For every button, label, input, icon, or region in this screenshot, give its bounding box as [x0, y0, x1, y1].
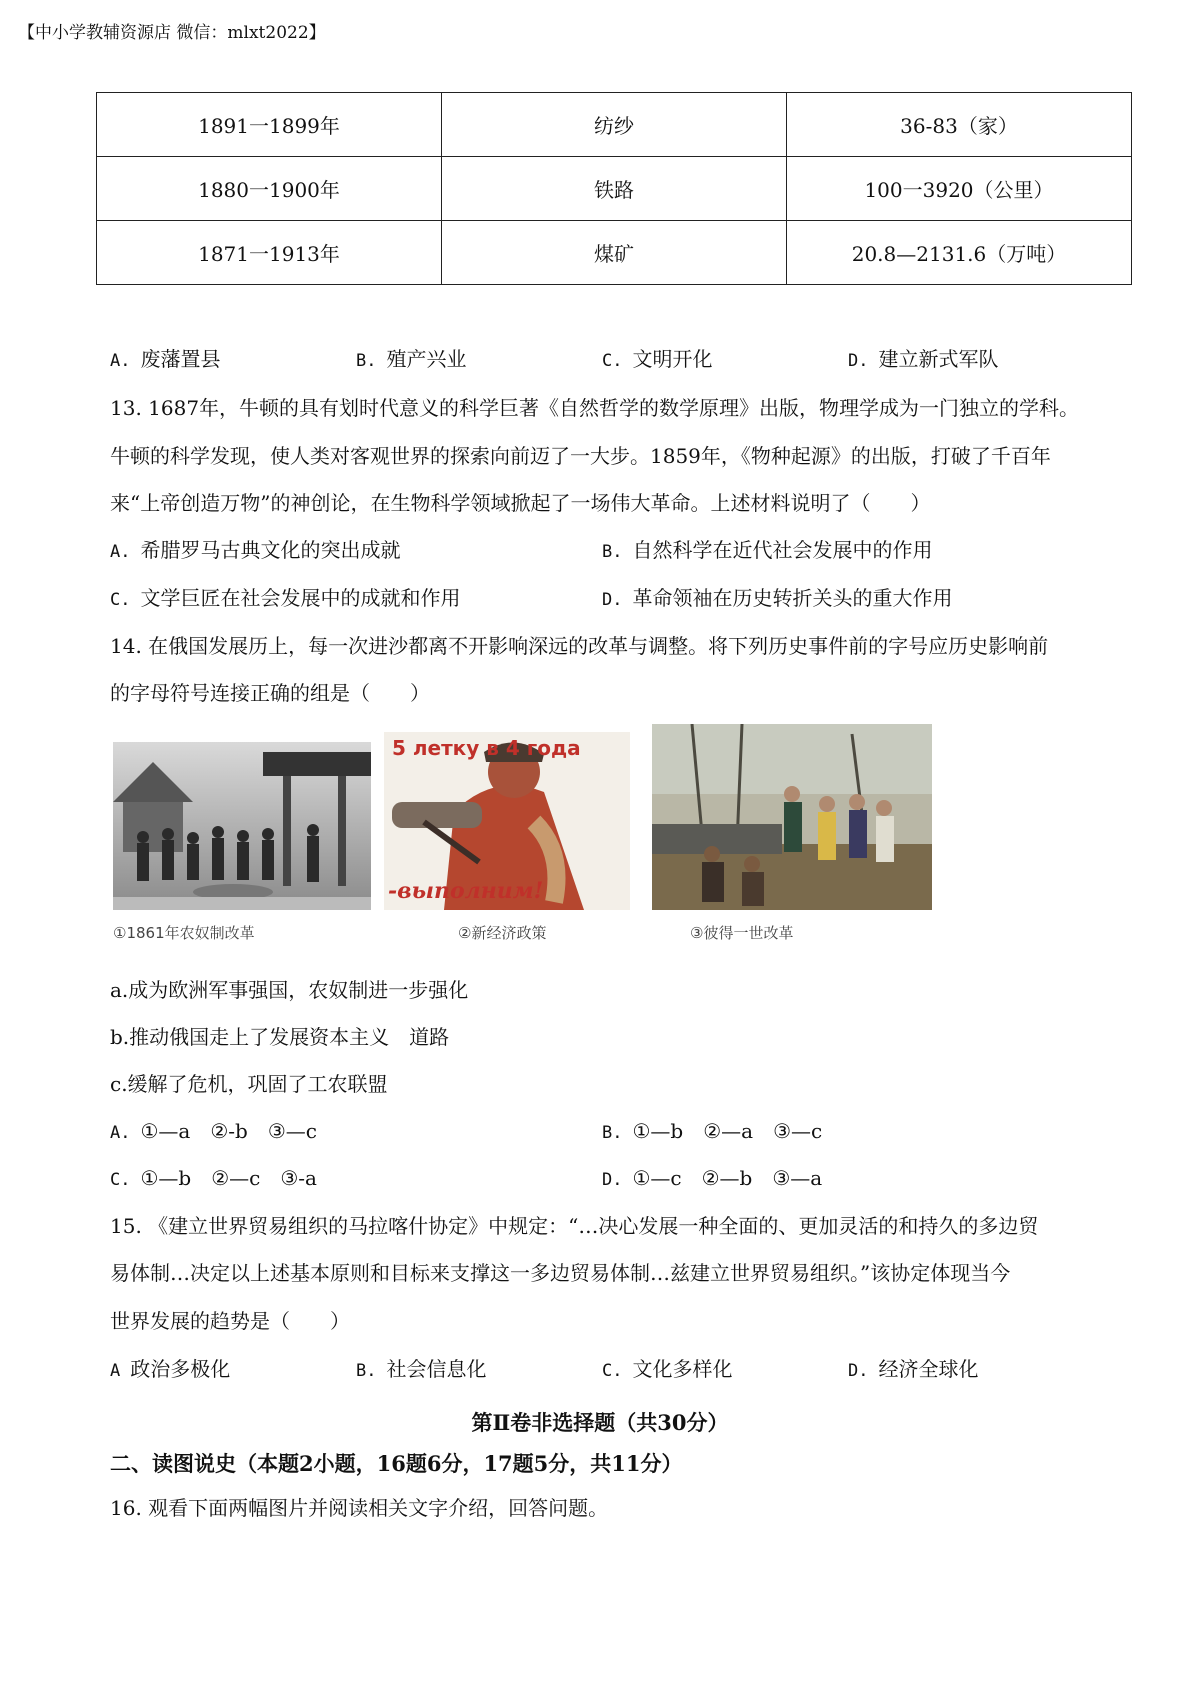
poster-bottom-slogan: -выполним! — [388, 878, 544, 904]
table-cell: 煤矿 — [442, 221, 787, 285]
q15-stem-line: 易体制…决定以上述基本原则和目标来支撑这一多边贸易体制…兹建立世界贸易组织。”该协定体现当今 — [110, 1261, 1011, 1285]
image-caption: ②新经济政策 — [458, 924, 547, 942]
q15-option-a[interactable]: A 政治多极化 — [110, 1357, 231, 1381]
image-caption: ①1861年农奴制改革 — [113, 924, 255, 942]
q13-option-c[interactable]: C. 文学巨匠在社会发展中的成就和作用 — [110, 586, 461, 610]
q14-stem-line: 14. 在俄国发展历上，每一次进沙都离不开影响深远的改革与调整。将下列历史事件前的字号应历史影响前 — [110, 634, 1049, 658]
q16-stem-line: 16. 观看下面两幅图片并阅读相关文字介绍，回答问题。 — [110, 1496, 609, 1520]
q15-option-d[interactable]: D. 经济全球化 — [848, 1357, 979, 1381]
part-two-title: 第Ⅱ卷非选择题（共30分） — [471, 1410, 729, 1435]
table-cell: 1891一1899年 — [97, 93, 442, 157]
table-row — [97, 221, 1132, 285]
table-cell: 1880一1900年 — [97, 157, 442, 221]
table-cell: 100一3920（公里） — [787, 157, 1132, 221]
q15-stem-line: 世界发展的趋势是（ ） — [110, 1309, 350, 1333]
q13-stem-line: 来“上帝创造万物”的神创论，在生物科学领域掀起了一场伟大革命。上述材料说明了（ ） — [110, 491, 931, 515]
q14-option-a[interactable]: A. ①—a ②-b ③—c — [110, 1119, 317, 1143]
source-header: 【中小学教辅资源店 微信：mlxt2022】 — [18, 23, 326, 43]
section-heading: 二、读图说史（本题2小题，16题6分，17题5分，共11分） — [110, 1451, 683, 1476]
soviet-poster-image — [384, 732, 630, 910]
engraving-crowd-image — [113, 742, 371, 910]
table-cell: 纺纱 — [442, 93, 787, 157]
q14-option-d[interactable]: D. ①—c ②—b ③—a — [602, 1166, 823, 1190]
q13-stem-line: 牛顿的科学发现，使人类对客观世界的探索向前迈了一大步。1859年，《物种起源》的出版，打破了千百年 — [110, 444, 1051, 468]
q14-statement-c: c.缓解了危机，巩固了工农联盟 — [110, 1072, 388, 1096]
q12-option-c[interactable]: C. 文明开化 — [602, 347, 713, 371]
q14-statement-b: b.推动俄国走上了发展资本主义 道路 — [110, 1025, 450, 1049]
q13-option-a[interactable]: A. 希腊罗马古典文化的突出成就 — [110, 538, 401, 562]
q14-statement-a: a.成为欧洲军事强国，农奴制进一步强化 — [110, 978, 469, 1002]
q14-option-c[interactable]: C. ①—b ②—c ③-a — [110, 1166, 317, 1190]
statistics-table — [96, 92, 1132, 285]
q15-option-b[interactable]: B. 社会信息化 — [356, 1357, 487, 1381]
table-row — [97, 157, 1132, 221]
q15-stem-line: 15. 《建立世界贸易组织的马拉喀什协定》中规定：“…决心发展一种全面的、更加灵活的和持久的多边贸 — [110, 1214, 1039, 1238]
table-cell: 36-83（家） — [787, 93, 1132, 157]
poster-top-slogan: 5 летку в 4 года — [392, 736, 581, 760]
q12-option-b[interactable]: B. 殖产兴业 — [356, 347, 467, 371]
q15-option-c[interactable]: C. 文化多样化 — [602, 1357, 733, 1381]
image-caption: ③彼得一世改革 — [690, 924, 794, 942]
table-cell: 1871一1913年 — [97, 221, 442, 285]
q13-option-d[interactable]: D. 革命领袖在历史转折关头的重大作用 — [602, 586, 953, 610]
peter-shipyard-painting — [652, 724, 932, 910]
q12-option-d[interactable]: D. 建立新式军队 — [848, 347, 999, 371]
q12-option-a[interactable]: A. 废藩置县 — [110, 347, 221, 371]
q14-stem-line: 的字母符号连接正确的组是（ ） — [110, 681, 430, 705]
q13-stem-line: 13. 1687年，牛顿的具有划时代意义的科学巨著《自然哲学的数学原理》出版，物理学成为一门独立的学科。 — [110, 396, 1080, 420]
table-row — [97, 93, 1132, 157]
table-cell: 铁路 — [442, 157, 787, 221]
q14-option-b[interactable]: B. ①—b ②—a ③—c — [602, 1119, 823, 1143]
table-cell: 20.8—2131.6（万吨） — [787, 221, 1132, 285]
q13-option-b[interactable]: B. 自然科学在近代社会发展中的作用 — [602, 538, 933, 562]
